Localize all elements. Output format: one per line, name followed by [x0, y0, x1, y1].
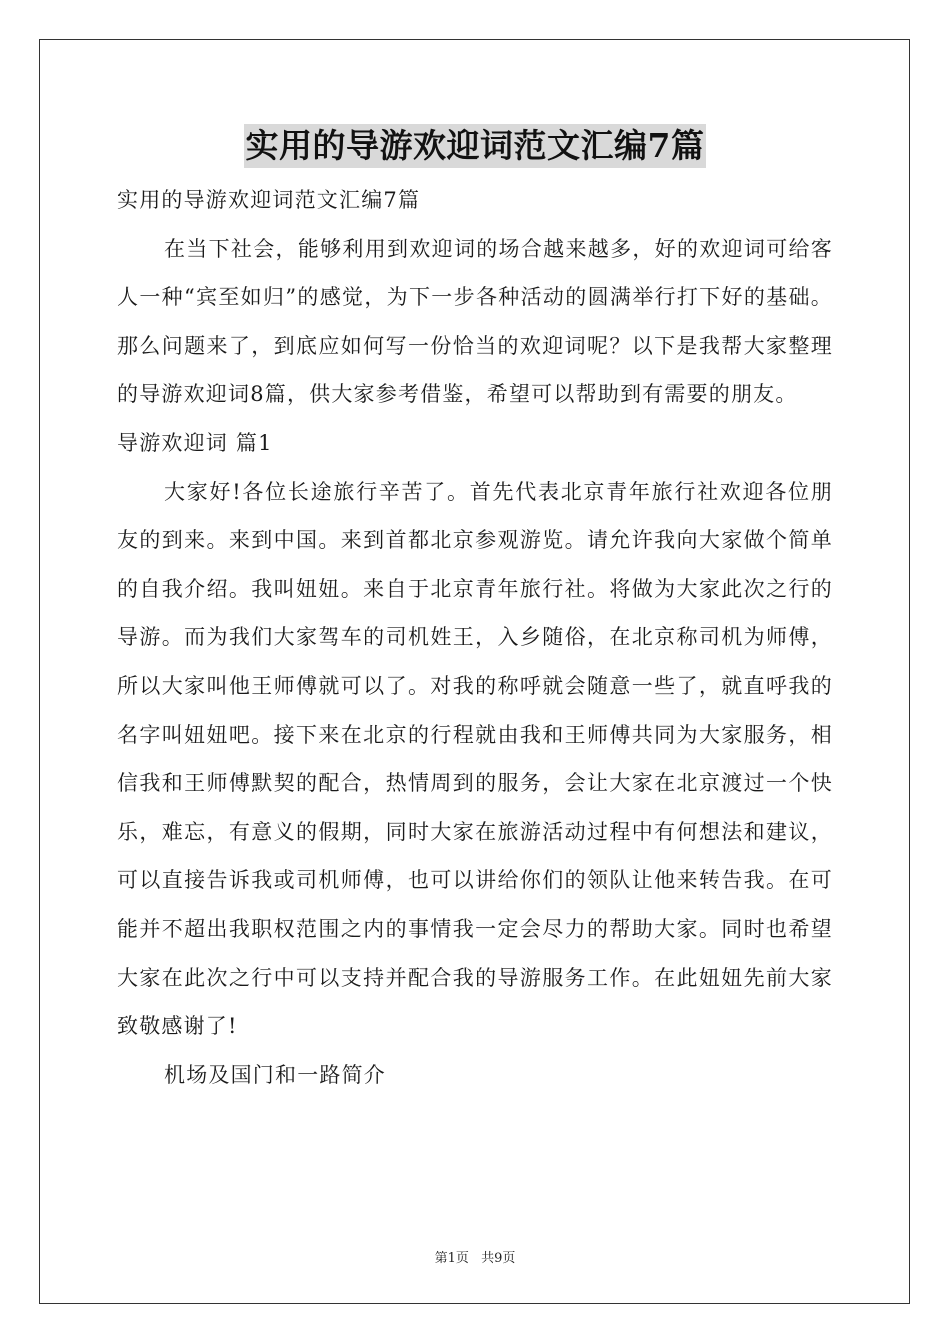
subtitle-line: 实用的导游欢迎词范文汇编7篇: [117, 188, 421, 212]
intro-paragraph: 在当下社会，能够利用到欢迎词的场合越来越多，好的欢迎词可给客人一种“宾至如归”的感觉，为下一步各种活动的圆满举行打下好的基础。那么问题来了，到底应如何写一份恰当的欢迎词呢？以下是我帮大家整理的导游欢迎词8篇，供大家参考借鉴，希望可以帮助到有需要的朋友。: [117, 236, 833, 407]
page-total: 共9页: [481, 1251, 516, 1266]
title-wrap: [0, 124, 950, 168]
document-body: [117, 176, 833, 1099]
section-paragraph: 大家好!各位长途旅行辛苦了。首先代表北京青年旅行社欢迎各位朋友的到来。来到中国。来到首都北京参观游览。请允许我向大家做个简单的自我介绍。我叫妞妞。来自于北京青年旅行社。将做为大家此次之行的导游。而为我们大家驾车的司机姓王，入乡随俗，在北京称司机为师傅，所以大家叫他王师傅就可以了。对我的称呼就会随意一些了，就直呼我的名字叫妞妞吧。接下来在北京的行程就由我和王师傅共同为大家服务，相信我和王师傅默契的配合，热情周到的服务，会让大家在北京渡过一个快乐，难忘，有意义的假期，同时大家在旅游活动过程中有何想法和建议，可以直接告诉我或司机师傅，也可以讲给你们的领队让他来转告我。在可能并不超出我职权范围之内的事情我一定会尽力的帮助大家。同时也希望大家在此次之行中可以支持并配合我的导游服务工作。在此妞妞先前大家致敬感谢了!: [117, 479, 833, 1039]
page-footer: [0, 1247, 950, 1266]
section-subheading: 机场及国门和一路简介: [164, 1062, 386, 1087]
page-number: 第1页: [434, 1251, 469, 1266]
document-title: 实用的导游欢迎词范文汇编7篇: [244, 124, 707, 168]
section-heading: 导游欢迎词 篇1: [117, 430, 273, 455]
